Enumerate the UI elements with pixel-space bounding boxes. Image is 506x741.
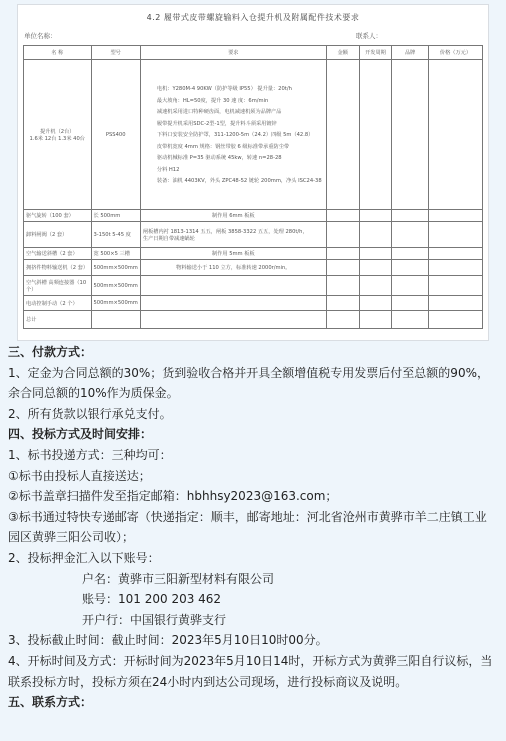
row-requirements: 制作用 5mm 板板 [140, 248, 326, 260]
row-model: 500mm×500mm [91, 260, 140, 276]
row-name: 电动控制手动（2 个） [24, 296, 92, 311]
account-name: 户名：黄骅市三阳新型材料有限公司 [82, 571, 275, 586]
spec-table-image [17, 4, 489, 341]
row-model: 500mm×500mm [91, 296, 140, 311]
paragraph: 1、标书投递方式：三种均可： [8, 447, 172, 462]
table-row [24, 60, 483, 210]
row-requirements: 制作用 6mm 板板 [140, 210, 326, 222]
paragraph: ②标书盖章扫描件发至指定邮箱：hbhhsy2023@163.com； [8, 489, 338, 504]
body-text [8, 342, 498, 713]
req-line: 下料口安装安全防护罩，311-1200-5m（24.2）四级 5m（42.8） [156, 132, 314, 138]
paragraph: ①标书由投标人直接送达； [8, 468, 151, 483]
req-line: 履带提升机采用SDC-2型-1型，提升料斗须采用镀锌 [156, 120, 277, 127]
spec-table [23, 45, 483, 329]
paragraph: 3、投标截止时间：截止时间：2023年5月10日10时00分。 [8, 633, 328, 648]
paragraph: ③标书通过特快专递邮寄（快递指定：顺丰，邮寄地址：河北省沧州市黄骅市羊二庄镇工业园区黄骅三阳公司收）； [8, 509, 487, 545]
table-row [24, 248, 483, 260]
table-row [24, 276, 483, 296]
row-name: 空气斜槽 高频连接器（10 个） [24, 276, 92, 296]
row-name: 空气输送斜槽（2 套） [24, 248, 92, 260]
req-line: 皮带机宽度 4mm 规格：钢丝带胶 6 级标准带承重防尘带 [156, 143, 290, 150]
paragraph: 4、开标时间及方式：开标时间为2023年5月10日14时，开标方式为黄骅三阳自行议标，当联系投标方时，投标方须在24小时内到达公司现场，进行投标商议及说明。 [8, 653, 493, 689]
row-model: 3-150t 5-45 度 [91, 222, 140, 248]
table-row [24, 222, 483, 248]
col-header: 名 称 [24, 46, 92, 60]
section-heading: 五、联系方式： [8, 695, 93, 710]
account-number: 账号：101 200 203 462 [82, 592, 222, 607]
section-heading: 四、投标方式及时间安排： [8, 427, 153, 442]
col-header: 开发周期 [359, 46, 392, 60]
col-header: 金额 [326, 46, 359, 60]
section-heading: 三、付款方式： [8, 345, 93, 359]
row-model: PSS400 [91, 60, 140, 210]
req-line: 驱动机械标准 P=35 驱动系统 45kw，转速 n=28-28 [156, 155, 282, 161]
req-line: 闸板槽内衬 1813-1314 五五，闸板 3858-3322 五五，处理 280t/h， [142, 228, 308, 235]
spec-table-title: 4.2 履带式皮带螺旋输料入仓提升机及附属配件技术要求 [146, 13, 360, 22]
row-model: 500mm×500mm [91, 276, 140, 296]
paragraph: 2、投标押金汇入以下账号： [8, 550, 160, 565]
row-name: 总计 [24, 311, 92, 329]
row-requirements [140, 222, 326, 248]
col-header: 型号 [91, 46, 140, 60]
paragraph: 2、所有货款以银行承兑支付。 [8, 406, 172, 421]
unit-label: 单位名称： [24, 32, 57, 40]
req-line: 最大坡角：HL=50度，提升 30 速 度：6m/min [156, 97, 269, 104]
row-name: 提升机（2台） 1.6米 12台 1.3米 40台 [24, 60, 92, 210]
table-row [24, 260, 483, 276]
row-requirements [140, 276, 326, 296]
row-model [91, 311, 140, 329]
row-requirements [140, 296, 326, 311]
row-name: 卸料闸阀（2 套） [24, 222, 92, 248]
row-name: 拥挤件物料输送机（2 套） [24, 260, 92, 276]
table-row [24, 210, 483, 222]
row-model: 宽 500×5 三槽 [91, 248, 140, 260]
spec-meta [18, 31, 488, 43]
row-requirements [140, 311, 326, 329]
row-model: 长 500mm [91, 210, 140, 222]
req-line: 装备：油机 4403KV，外头 ZPC48-52 链轮 200mm，净头 ISC24-38 [156, 178, 322, 184]
col-header: 要求 [140, 46, 326, 60]
req-line: 减速机采用进口特种硬齿面，电机减速机须为品牌产品 [156, 109, 282, 115]
account-bank: 开户行：中国银行黄骅支行 [82, 612, 227, 627]
contact-label: 联系人： [356, 32, 382, 40]
table-row [24, 311, 483, 329]
row-name: 驱气旋转（100 套） [24, 210, 92, 222]
row-requirements: 物料输送小于 110 立方，标准转速 2000r/min。 [140, 260, 326, 276]
table-row [24, 296, 483, 311]
req-line: 电机：Y280M-4 90KW（防护等级 IP55） 提升量：20t/h [156, 86, 292, 92]
row-requirements [140, 60, 326, 210]
col-header: 价格（万元） [428, 46, 482, 60]
req-line: 生产日期自带减速蜗轮 [142, 235, 195, 242]
req-line: 分料 H12 [156, 166, 180, 173]
paragraph: 1、定金为合同总额的30%；货到验收合格并开具全额增值税专用发票后付至总额的90%，余合同总额的10%作为质保金。 [8, 365, 489, 401]
col-header: 品牌 [392, 46, 429, 60]
